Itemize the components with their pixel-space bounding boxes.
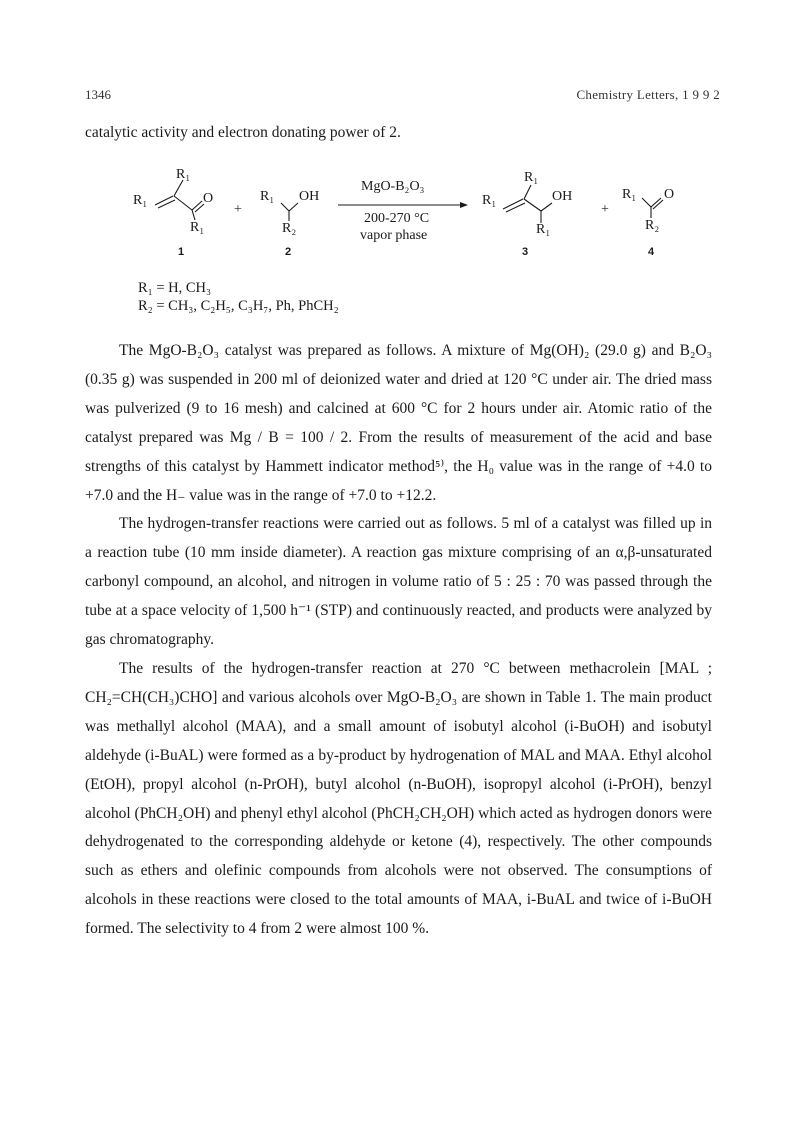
c1-r1-left: R₁: [133, 193, 148, 208]
c1-r1-bottom: R₁: [190, 220, 205, 235]
paragraph-results: The results of the hydrogen-transfer reaction at 270 °C between methacrolein [MAL ; CH₂=CH(CH₃)CHO] and various alcohols over MgO-B₂O₃ are shown in Table 1. The main product was methallyl alcohol (MAA), and a small amount of isobutyl alcohol (i-BuOH) and isobutyl aldehyde (i-BuAL) were formed as a by-product by hydrogenation of MAL and MAA. Ethyl alcohol (EtOH), propyl alcohol (n-PrOH), butyl alcohol (n-BuOH), isopropyl alcohol (i-PrOH), benzyl alcohol (PhCH₂OH) and phenyl ethyl alcohol (PhCH₂CH₂OH) which acted as hydrogen donors were dehydrogenated to the corresponding aldehyde or ketone (4), respectively. The other compounds such as ethers and olefinic compounds from alcohols were not observed. The consumptions of alcohols in these reactions were closed to the total amounts of MAA, i-BuAL and twice of i-BuOH formed. The selectivity to 4 from 2 were almost 100 %.: [85, 659, 712, 938]
bond-3a-double: [506, 203, 525, 212]
bond-1d: [192, 201, 202, 210]
bond-3c: [524, 199, 541, 211]
compound-number-3: 3: [522, 246, 529, 258]
bond-1c: [174, 196, 192, 210]
c3-r1-left: R₁: [482, 193, 497, 208]
plus-sign: +: [234, 202, 242, 217]
reaction-arrow-head: [460, 202, 468, 208]
r1-definition: R₁ = H, CH₃: [138, 280, 212, 296]
bond-3d: [541, 203, 552, 211]
catalyst-label: MgO-B₂O₃: [361, 179, 425, 194]
bond-3b: [524, 185, 531, 199]
c1-oxygen: O: [203, 191, 214, 206]
c2-r1: R₁: [260, 189, 275, 204]
c3-r1-bottom: R₁: [536, 222, 551, 237]
bond-1a-double: [158, 200, 175, 208]
page-header: [85, 87, 720, 105]
bond-4a: [642, 198, 651, 207]
bond-2a: [281, 203, 289, 211]
c2-r2: R₂: [282, 221, 297, 236]
c3-oh: OH: [552, 189, 573, 204]
c1-r1-top: R₁: [176, 167, 191, 182]
bond-3a: [503, 199, 523, 209]
bond-1b: [174, 180, 183, 196]
c4-oxygen: O: [664, 187, 675, 202]
c4-r2: R₂: [645, 218, 660, 233]
compound-number-1: 1: [178, 246, 185, 258]
bond-2b: [289, 203, 298, 211]
bond-1e: [192, 210, 195, 220]
plus-sign-2: +: [601, 202, 609, 217]
substituent-definitions: [138, 279, 339, 315]
paragraph-reaction-method: The hydrogen-transfer reactions were carried out as follows. 5 ml of a catalyst was filled up in a reaction tube (10 mm inside diameter). A reaction gas mixture comprising of an α,β-unsaturated carbonyl compound, an alcohol, and nitrogen in volume ratio of 5 : 25 : 70 was passed through the tube at a space velocity of 1,500 h⁻¹ (STP) and continuously reacted, and products were analyzed by gas chromatography.: [85, 515, 712, 649]
compound-number-2: 2: [285, 246, 292, 258]
body-text: [85, 337, 712, 944]
page-number: 1346: [85, 87, 111, 102]
compound-number-4: 4: [648, 246, 655, 258]
c2-oh: OH: [299, 189, 320, 204]
journal-title: Chemistry Letters, 1 9 9 2: [576, 87, 720, 102]
intro-line: catalytic activity and electron donating power of 2.: [85, 124, 401, 141]
bond-1a: [155, 196, 173, 205]
c3-r1-top: R₁: [524, 170, 539, 185]
phase-label: vapor phase: [360, 228, 428, 243]
temperature-label: 200-270 °C: [364, 211, 430, 226]
r2-definition: R₂ = CH₃, C₂H₅, C₃H₇, Ph, PhCH₂: [138, 298, 339, 314]
paragraph-catalyst-prep: The MgO-B₂O₃ catalyst was prepared as follows. A mixture of Mg(OH)₂ (29.0 g) and B₂O₃ (0.35 g) was suspended in 200 ml of deionized water and dried at 120 °C under air. The dried mass was pulverized (9 to 16 mesh) and calcined at 600 °C for 2 hours under air. Atomic ratio of the catalyst prepared was Mg / B = 100 / 2. From the results of measurement of the acid and base strengths of this catalyst by Hammett indicator method⁵⁾, the H₀ value was in the range of +4.0 to +7.0 and the H₋ value was in the range of +7.0 to +12.2.: [85, 342, 712, 504]
c4-r1: R₁: [622, 187, 637, 202]
reaction-scheme: [85, 168, 725, 263]
